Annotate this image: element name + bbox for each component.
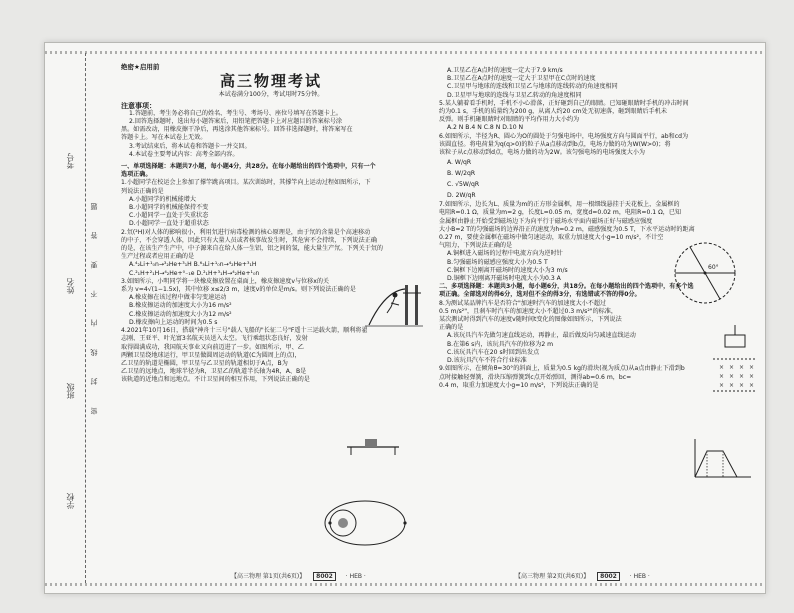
left-line-18: 的是，在该生产生产中，中子源来自在给人体一生铝，铝之间的氢，能大量生产氘。下列关于氘的: [121, 245, 384, 253]
right-footer-text: 【高三物理 第2页(共6页)】: [515, 573, 590, 580]
right-line-25: 二、多项选择题：本题共3小题，每小题6分，共18分。在每小题给出的四个选项中，有多个选: [439, 283, 694, 291]
figure-magnetic-field: [713, 325, 757, 399]
gutter-xingming: 姓名: [66, 278, 75, 294]
left-line-20: A.⁴₂Li+¹₀n→³₂He+³₁H B.⁶₃Li+¹₀n→⁴₂He+³₁H: [129, 261, 257, 269]
left-line-30: 取得圆满成功，我国航天事业又向前迈进了一步。如图所示，甲、乙: [121, 343, 304, 351]
right-line-2: C.卫星甲与地球的连线和卫星乙与地球的连线转动的角速度相同: [447, 83, 618, 91]
right-line-8: 6.如图所示，半径为R、圆心为O的圆处于匀强电场中，电场强度方向与圆面平行，ab和cd为: [439, 132, 689, 140]
left-line-25: B.橡皮擦运动的加速度大小为16 m/s²: [129, 302, 232, 310]
left-line-32: 乙卫星的轨道是椭圆，甲卫星与乙卫星的轨道相切于A点，B为: [121, 359, 288, 367]
right-line-12: B. W/2qR: [447, 170, 476, 178]
left-line-1: 注意事项：: [121, 101, 156, 110]
fig6-angle-label: 60°: [708, 264, 719, 271]
right-line-21: A.铜框进入磁场的过程中电流方向为逆时针: [447, 250, 563, 258]
figure-pole-vault: [365, 281, 423, 329]
gutter-banji: 班级: [66, 383, 75, 399]
right-line-23: C.铜框下边刚离开磁场时的速度大小为3 m/s: [447, 266, 568, 274]
right-line-28: 0.5 m/s²"，且刹车时汽车的加速度大小不超过0.3 m/s²"的标准，: [439, 307, 617, 315]
right-line-0: A.卫星乙在A点时的速度一定大于7.9 km/s: [447, 67, 563, 74]
left-line-23: 系为 v=4√(1−1.5x)，其中位移 x≤2/3 m，速度v的单位是m/s。则下列说法正确的是: [121, 286, 356, 294]
right-line-7: A.2 N B.4 N C.8 N D.10 N: [447, 124, 524, 132]
right-footer-code: 8002: [597, 572, 620, 581]
left-line-31: 两颗卫星绕地球运行，甲卫星做圆周运动的轨道(C为圆周上的点)，: [121, 351, 301, 359]
left-line-14: C.小超同学一直处于失重状态: [129, 212, 209, 220]
gutter-kaohao: 考号: [66, 153, 75, 169]
left-footer-text: 【高三物理 第1页(共6页)】: [231, 573, 306, 580]
svg-text:×: ×: [739, 382, 745, 389]
svg-text:×: ×: [749, 382, 755, 389]
left-column: [121, 63, 421, 385]
right-line-17: 金属框由静止开始受到磁场边下为向平行于磁场水平面内磁场正好与磁感应强度: [439, 217, 653, 225]
svg-text:×: ×: [749, 364, 755, 371]
left-line-22: 3.如图所示，小明同学将一块橡皮擦放置在桌面上，橡皮擦速度v与位移x的关: [121, 277, 330, 285]
right-line-19: 0.27 m，要使金属框在磁场中做匀速运动，取重力加速度大小g=10 m/s²，不计空: [439, 234, 664, 242]
left-line-2: 1.答题前，考生务必将自己的姓名、考生号、考场号、座位号填写在答题卡上。: [129, 109, 343, 117]
right-line-3: D.卫星甲与地球的连线与卫星乙转动的角速度相同: [447, 91, 582, 99]
left-line-33: 乙卫星的远地点，地球半径为R，卫星乙的轨道半长轴为4R，A、B是: [121, 368, 307, 376]
left-line-15: D.小超同学一直处于超重状态: [129, 220, 209, 228]
right-line-32: B.在第6 s内，该玩具汽车的位移为2 m: [447, 340, 554, 348]
left-line-8: 一、单项选择题：本题共7小题，每小题4分，共28分。在每小题给出的四个选项中，只有一个: [121, 163, 376, 171]
right-line-13: C. √5W/qR: [447, 181, 480, 189]
right-footer: [515, 571, 650, 580]
left-footer-code: 8002: [313, 572, 336, 581]
left-line-7: 4.本试卷主要考试内容：高考全部内容。: [129, 150, 239, 158]
right-line-15: 7.如图所示，边长为L、质量为m的正方形金属框，用一根细线悬挂于天花板上，金属框的: [439, 201, 680, 209]
right-line-9: 该圆直径。将电荷量为q(q>0)的粒子从a点移动到b点，电场力做的功为W(W>0)；将: [439, 140, 671, 148]
svg-text:×: ×: [719, 364, 725, 371]
right-line-34: D.该玩具汽车不符合行业标准: [447, 357, 527, 365]
left-footer: [231, 571, 366, 580]
secret-label: 绝密★启用前: [121, 63, 160, 71]
left-line-27: D.橡皮擦向上运动的时间为0.5 s: [129, 318, 218, 326]
left-line-3: 2.回答选择题时，选出每小题答案后，用铅笔把答题卡上对应题目的答案标号涂: [129, 118, 343, 126]
left-line-12: A.小超同学的机械能增大: [129, 195, 196, 203]
left-line-29: 志刚、王亚平、叶光富3名航天员送入太空。飞行乘组状态良好，发射: [121, 335, 308, 343]
right-line-14: D. 2W/qR: [447, 192, 476, 200]
svg-text:×: ×: [719, 373, 725, 380]
svg-text:×: ×: [729, 373, 735, 380]
right-line-11: A. W/qR: [447, 159, 472, 167]
left-line-24: A.橡皮擦在该过程中做非匀变速运动: [129, 294, 227, 302]
right-line-6: 反弹。则手机砸眼睛时对眼睛的平均作用力大小约为: [439, 116, 580, 124]
right-line-29: 某次测试时得到汽车的速度v随时间t变化的图像如图所示，下列说法: [439, 316, 622, 324]
figure-eraser: [345, 425, 401, 455]
left-line-28: 4.2021年10月16日，搭载"神舟十三号"载人飞船的"长征二号"F遥十三运载火箭，顺利将翟: [121, 327, 368, 335]
left-line-19: 生产过程或者应用正确的是: [121, 253, 195, 261]
right-line-20: 气阻力，下列说法正确的是: [439, 242, 513, 250]
left-line-0: 本试卷满分100分，考试用时75分钟。: [218, 91, 324, 99]
figure-vt-graph: [689, 437, 753, 483]
right-line-16: 电阻R=0.1 Ω，质量为m=2 g，长度L=0.05 m，宽度d=0.02 m，电阻R=0.1 Ω，已知: [439, 209, 682, 217]
left-line-4: 黑。如需改动，用橡皮擦干净后，再选涂其他答案标号。回答非选择题时，将答案写在: [121, 126, 353, 134]
gutter-xuexiao: 学校: [66, 493, 75, 509]
figure-orbits: [315, 491, 407, 555]
right-line-10: 该粒子从c点移动到d点，电场力做的功为2W。该匀强电场的电场强度大小为: [439, 149, 646, 157]
figure-field-circle: [665, 233, 745, 313]
svg-text:×: ×: [739, 373, 745, 380]
right-line-33: C.该玩具汽车在20 s时回到出发点: [447, 348, 540, 356]
right-line-24: D.铜框下边刚离开磁场时电流大小为0.3 A: [447, 275, 561, 283]
right-column: [439, 67, 755, 390]
left-line-13: B.小超同学的机械能保持不变: [129, 204, 209, 212]
top-dotted-border: [45, 51, 765, 54]
exam-title: 高三物理考试: [219, 72, 322, 91]
right-line-35: 9.如图所示，在倾角θ=30°的斜面上，质量为0.5 kg的滑块(视为质点)从a点由静止下滑到b: [439, 365, 685, 373]
right-line-37: 0.4 m，取重力加速度大小g=10 m/s²，下列说法正确的是: [439, 381, 599, 389]
svg-text:×: ×: [719, 382, 725, 389]
right-line-27: 8.为测试某品牌汽车是否符合"加速时汽车的加速度大小不超过: [439, 299, 607, 307]
exam-paper: [44, 42, 766, 594]
gutter-seal-text: 密 封 线 内 不 要 答 题: [90, 193, 98, 415]
bottom-dotted-border: [45, 583, 765, 586]
left-line-16: 2.氘(²H)对人体的影响很小，利用氘进行病毒检测的核心原理是，由于氘的含量是个高速移动: [121, 228, 371, 236]
svg-text:×: ×: [739, 364, 745, 371]
right-line-1: B.卫星乙在A点时的速度一定大于卫星甲在C点时的速度: [447, 75, 596, 83]
left-line-21: C.²₁H+²₁H→⁴₂He+⁰₋₁e D.²₁H+³₁H→⁴₂He+¹₀n: [129, 269, 260, 277]
right-line-26: 项正确。全部选对的得6分，选对但不全的得3分，有选错或不答的得0分。: [439, 291, 641, 299]
svg-text:×: ×: [729, 364, 735, 371]
left-footer-tag: · HEB ·: [345, 573, 366, 580]
svg-text:×: ×: [729, 382, 735, 389]
right-line-22: B.匀强磁场的磁感应强度大小为0.5 T: [447, 258, 548, 266]
right-line-18: 大小B=2 T的匀强磁场的边界沿正的速度为h=0.2 m，磁感强度为0.5 T，下水平运动时的距离: [439, 225, 695, 233]
right-line-4: 5.某人躺着看手机时，手机不小心滑落，正好砸到自己的眼睛。已知砸眼睛时手机的冲击时间: [439, 99, 689, 107]
right-line-31: A.该玩具汽车先做匀速直线运动，再静止，最后做反向匀减速直线运动: [447, 332, 636, 340]
right-line-30: 正确的是: [439, 324, 464, 332]
right-footer-tag: · HEB ·: [629, 573, 650, 580]
left-line-34: 该轨道的近地点和远地点。不计卫星间的相互作用，下列说法正确的是: [121, 376, 310, 384]
left-line-11: 列说法正确的是: [121, 187, 164, 195]
svg-text:×: ×: [749, 373, 755, 380]
right-line-36: 点时接触轻弹簧，滑块压缩弹簧到c点开始弹回，测得ab=0.6 m，bc=: [439, 373, 632, 381]
left-line-17: 的中子，不会穿透人体，因此只有大量人员或者核事故发生时，其危害不会持续，下列说法正确: [121, 236, 377, 244]
left-line-6: 3.考试结束后，将本试卷和答题卡一并交回。: [129, 142, 251, 150]
left-line-5: 答题卡上。写在本试卷上无效。: [121, 134, 207, 142]
left-line-26: C.橡皮擦运动的加速度大小为12 m/s²: [129, 310, 232, 318]
binding-gutter: [45, 43, 115, 593]
right-line-5: 约为0.1 s，手机的质量约为200 g，从离人约20 cm处无初速落，砸到眼睛后手机未: [439, 108, 667, 116]
seal-line: [85, 53, 86, 583]
left-line-9: 选项正确。: [121, 171, 152, 179]
left-line-10: 1.小超同学在校运会上参加了撑竿跳高项目。某次训练时，其撑竿向上运动过程如图所示，下: [121, 179, 371, 187]
